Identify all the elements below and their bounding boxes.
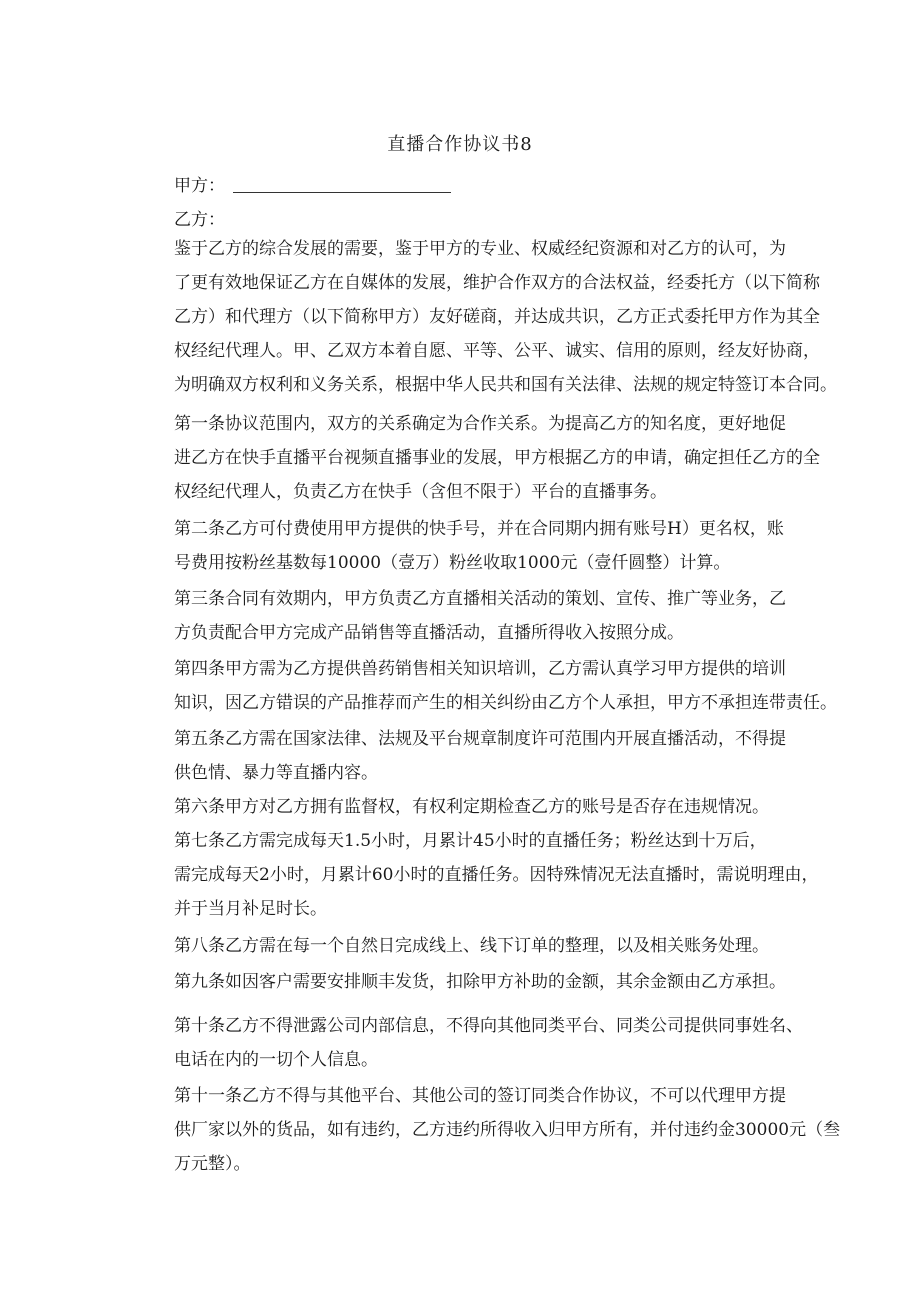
text-line: 了更有效地保证乙方在自媒体的发展，维护合作双方的合法权益，经委托方（以下简称 <box>174 273 820 293</box>
text-line: 为明确双方权利和义务关系，根据中华人民共和国有关法律、法规的规定特签订本合同。 <box>174 375 837 395</box>
text-line: 万元整）。 <box>174 1154 251 1174</box>
text-line: 第五条乙方需在国家法律、法规及平台规章制度许可范围内开展直播活动，不得提 <box>174 729 786 749</box>
paragraph-article-6 <box>135 790 795 824</box>
party-a-line <box>174 171 451 196</box>
text-line: 需完成每天2小时，月累计60小时的直播任务。因特殊情况无法直播时，需说明理由， <box>174 865 819 885</box>
text-line: 知识，因乙方错误的产品推荐而产生的相关纠纷由乙方个人承担，甲方不承担连带责任。 <box>174 693 837 713</box>
text-line: 第十一条乙方不得与其他平台、其他公司的签订同类合作协议，不可以代理甲方提 <box>174 1086 786 1106</box>
party-b-line <box>174 205 225 230</box>
paragraph-article-8 <box>135 929 795 963</box>
paragraph-article-7 <box>135 824 819 926</box>
text-line: 方负责配合甲方完成产品销售等直播活动，直播所得收入按照分成。 <box>174 623 684 643</box>
text-line: 第一条协议范围内，双方的关系确定为合作关系。为提高乙方的知名度，更好地促 <box>174 414 786 434</box>
text-line: 第二条乙方可付费使用甲方提供的快手号，并在合同期内拥有账号H）更名权，账 <box>174 519 784 539</box>
text-line: 电话在内的一切个人信息。 <box>174 1050 378 1070</box>
text-line: 第十条乙方不得泄露公司内部信息，不得向其他同类平台、同类公司提供同事姓名、 <box>174 1016 803 1036</box>
text-line: 供厂家以外的货品，如有违约，乙方违约所得收入归甲方所有，并付违约金30000元（叁 <box>174 1120 841 1140</box>
document-title: 直播合作协议书8 <box>387 134 533 155</box>
text-line: 第七条乙方需完成每天1.5小时，月累计45小时的直播任务；粉丝达到十万后， <box>174 831 767 851</box>
text-line: 乙方）和代理方（以下简称甲方）友好磋商，并达成共识，乙方正式委托甲方作为其全 <box>174 307 820 327</box>
paragraph-preamble <box>135 232 837 402</box>
party-b-label: 乙方： <box>174 210 225 230</box>
text-line: 并于当月补足时长。 <box>174 899 327 919</box>
text-line: 进乙方在快手直播平台视频直播事业的发展，甲方根据乙方的申请，确定担任乙方的全 <box>174 448 820 468</box>
text-line: 第八条乙方需在每一个自然日完成线上、线下订单的整理，以及相关账务处理。 <box>174 936 769 956</box>
paragraph-article-11 <box>135 1079 841 1181</box>
text-line: 权经纪代理人。甲、乙双方本着自愿、平等、公平、诚实、信用的原则，经友好协商， <box>174 341 820 361</box>
party-a-label: 甲方： <box>174 176 225 196</box>
text-line: 供色情、暴力等直播内容。 <box>174 763 378 783</box>
paragraph-article-3 <box>135 582 795 650</box>
party-a-blank <box>233 178 451 193</box>
paragraph-article-5 <box>135 722 795 790</box>
text-line: 号费用按粉丝基数每10000（壹万）粉丝收取1000元（壹仟圆整）计算。 <box>174 553 731 573</box>
text-line: 第六条甲方对乙方拥有监督权，有权利定期检查乙方的账号是否存在违规情况。 <box>174 797 769 817</box>
paragraph-article-2 <box>135 512 795 580</box>
text-line: 第四条甲方需为乙方提供兽药销售相关知识培训，乙方需认真学习甲方提供的培训 <box>174 659 786 679</box>
paragraph-article-10 <box>135 1009 803 1077</box>
paragraph-article-4 <box>135 652 837 720</box>
text-line: 第九条如因客户需要安排顺丰发货，扣除甲方补助的金额，其余金额由乙方承担。 <box>174 972 786 992</box>
text-line: 鉴于乙方的综合发展的需要，鉴于甲方的专业、权威经纪资源和对乙方的认可，为 <box>174 239 786 259</box>
paragraph-article-9 <box>135 965 795 999</box>
text-line: 第三条合同有效期内，甲方负责乙方直播相关活动的策划、宣传、推广等业务，乙 <box>174 589 786 609</box>
text-line: 权经纪代理人，负责乙方在快手（含但不限于）平台的直播事务。 <box>174 482 667 502</box>
paragraph-article-1 <box>135 407 820 509</box>
